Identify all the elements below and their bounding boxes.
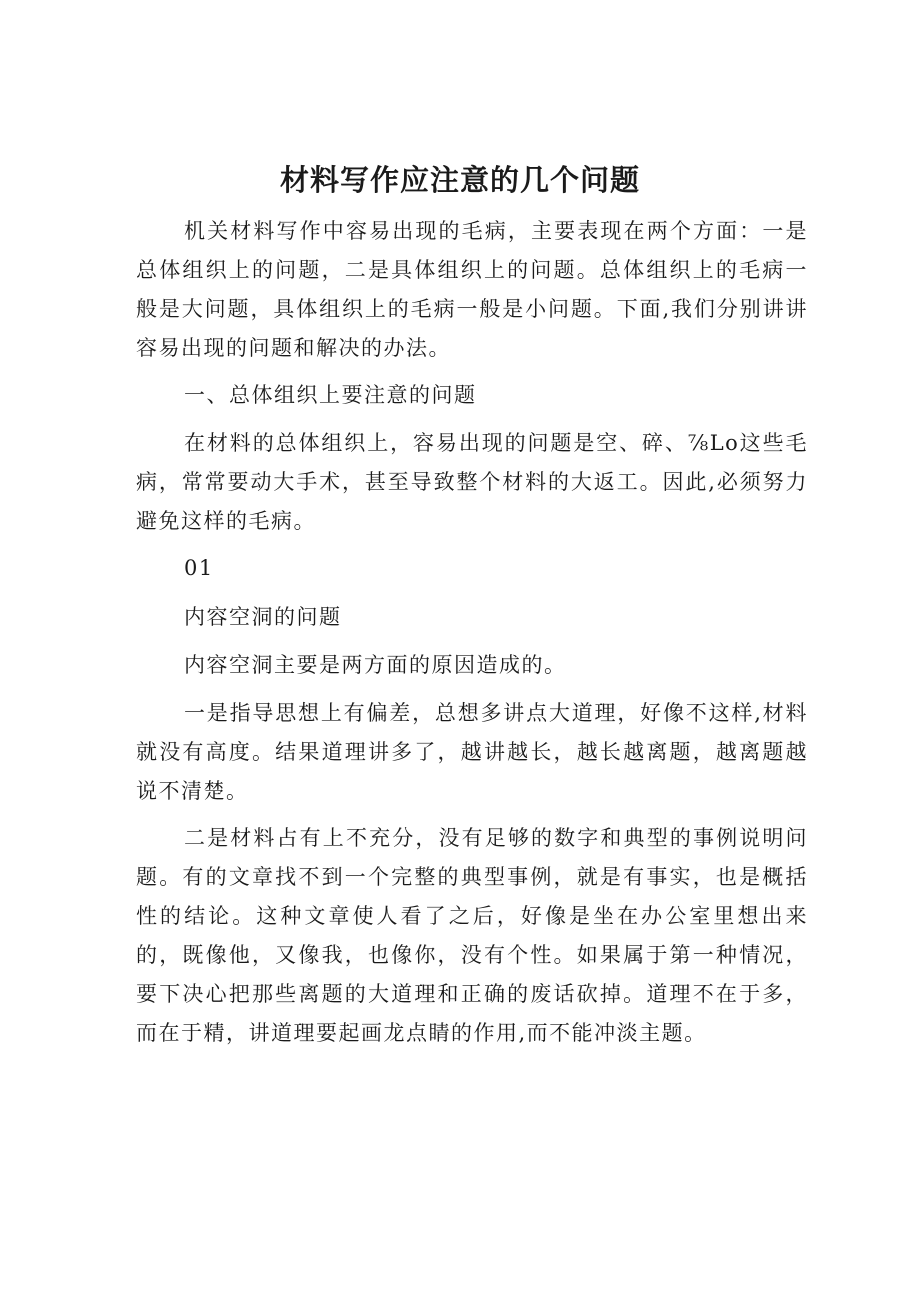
reason-two-paragraph: 二是材料占有上不充分，没有足够的数字和典型的事例说明问题。有的文章找不到一个完整的典型事例，就是有事实，也是概括性的结论。这种文章使人看了之后，好像是坐在办公室里想出来的，既像他，又像我，也像你，没有个性。如果属于第一种情况，要下决心把那些离题的大道理和正确的废话砍掉。道理不在于多，而在于精，讲道理要起画龙点睛的作用,而不能冲淡主题。 [136, 826, 808, 1045]
document-body [136, 212, 808, 1061]
section-1-paragraph: 在材料的总体组织上，容易出现的问题是空、碎、⅞Lo这些毛病，常常要动大手术，甚至导致整个材料的大返工。因此,必须努力避免这样的毛病。 [136, 431, 808, 533]
subsection-number: 01 [184, 556, 214, 580]
intro-paragraph: 机关材料写作中容易出现的毛病，主要表现在两个方面：一是总体组织上的问题，二是具体组织上的问题。总体组织上的毛病一般是大问题，具体组织上的毛病一般是小问题。下面,我们分别讲讲容易出现的问题和解决的办法。 [136, 219, 808, 360]
subsection-lead-paragraph: 内容空洞主要是两方面的原因造成的。 [184, 653, 567, 677]
subsection-heading: 内容空洞的问题 [184, 605, 342, 629]
section-heading-1: 一、总体组织上要注意的问题 [184, 383, 477, 407]
document-title: 材料写作应注意的几个问题 [279, 163, 640, 197]
reason-one-paragraph: 一是指导思想上有偏差，总想多讲点大道理，好像不这样,材料就没有高度。结果道理讲多了，越讲越长，越长越离题，越离题越说不清楚。 [136, 701, 808, 803]
